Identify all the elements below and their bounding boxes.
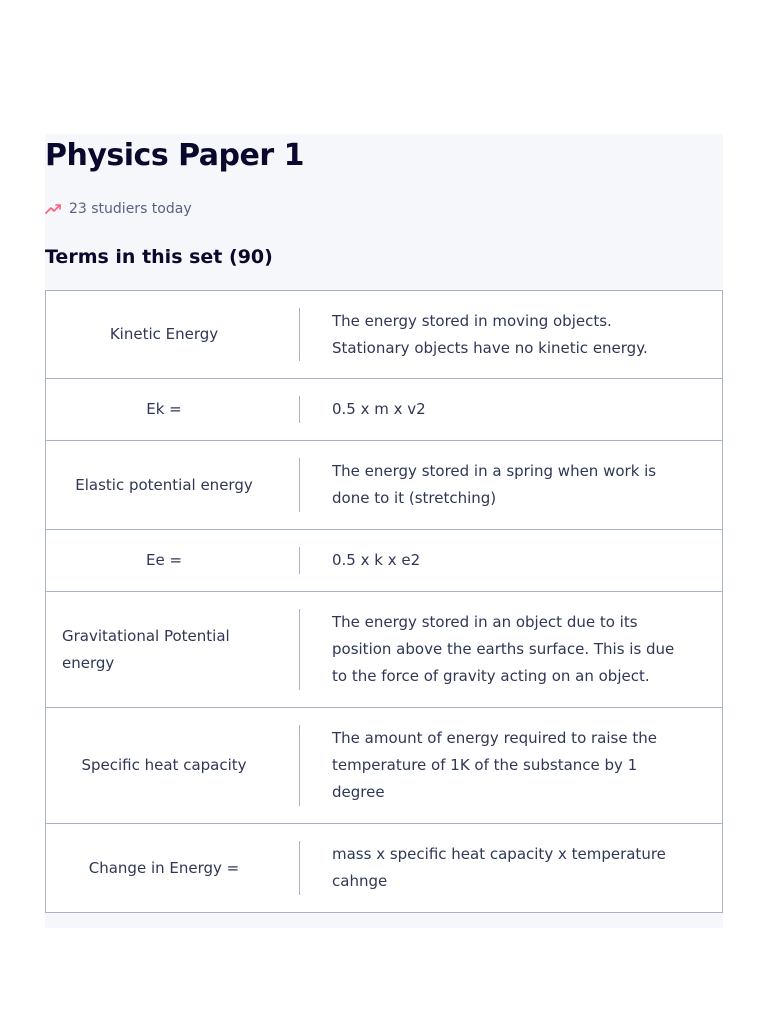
set-page-panel xyxy=(45,134,723,928)
term-card[interactable] xyxy=(45,440,723,530)
card-definition: mass x specific heat capacity x temperature cahnge xyxy=(332,845,666,890)
card-term: Kinetic Energy xyxy=(109,325,219,343)
card-definition: 0.5 x k x e2 xyxy=(332,551,421,569)
terms-heading: Terms in this set (90) xyxy=(45,246,273,268)
trending-up-icon xyxy=(45,203,61,215)
studiers-indicator xyxy=(45,200,192,218)
card-term: Change in Energy = xyxy=(88,858,240,877)
term-card[interactable] xyxy=(45,591,723,708)
card-term: Ee = xyxy=(145,551,183,569)
card-term: Specific heat capacity xyxy=(81,756,247,774)
card-definition: The energy stored in a spring when work is done to it (stretching) xyxy=(332,462,657,507)
card-divider xyxy=(299,458,300,512)
studiers-count: 23 studiers today xyxy=(69,201,192,217)
card-divider xyxy=(299,547,300,574)
card-divider xyxy=(299,609,300,690)
card-term: Elastic potential energy xyxy=(75,475,253,494)
term-card[interactable] xyxy=(45,529,723,592)
card-definition: The energy stored in an object due to its position above the earths surface. This is due to the force of gravity acting on an object. xyxy=(332,613,675,685)
card-definition: The energy stored in moving objects. Stationary objects have no kinetic energy. xyxy=(332,311,648,357)
card-definition: The amount of energy required to raise the temperature of 1K of the substance by 1 degree xyxy=(332,729,657,801)
term-card[interactable] xyxy=(45,707,723,824)
card-divider xyxy=(299,396,300,423)
card-divider xyxy=(299,841,300,895)
term-card[interactable] xyxy=(45,823,723,913)
card-divider xyxy=(299,725,300,806)
card-term: Gravitational Potential energy xyxy=(62,626,230,672)
page-title: Physics Paper 1 xyxy=(45,138,304,173)
term-card[interactable] xyxy=(45,378,723,441)
card-definition: 0.5 x m x v2 xyxy=(332,400,426,418)
card-term: Ek = xyxy=(146,400,182,418)
term-card[interactable] xyxy=(45,290,723,379)
card-divider xyxy=(299,308,300,361)
